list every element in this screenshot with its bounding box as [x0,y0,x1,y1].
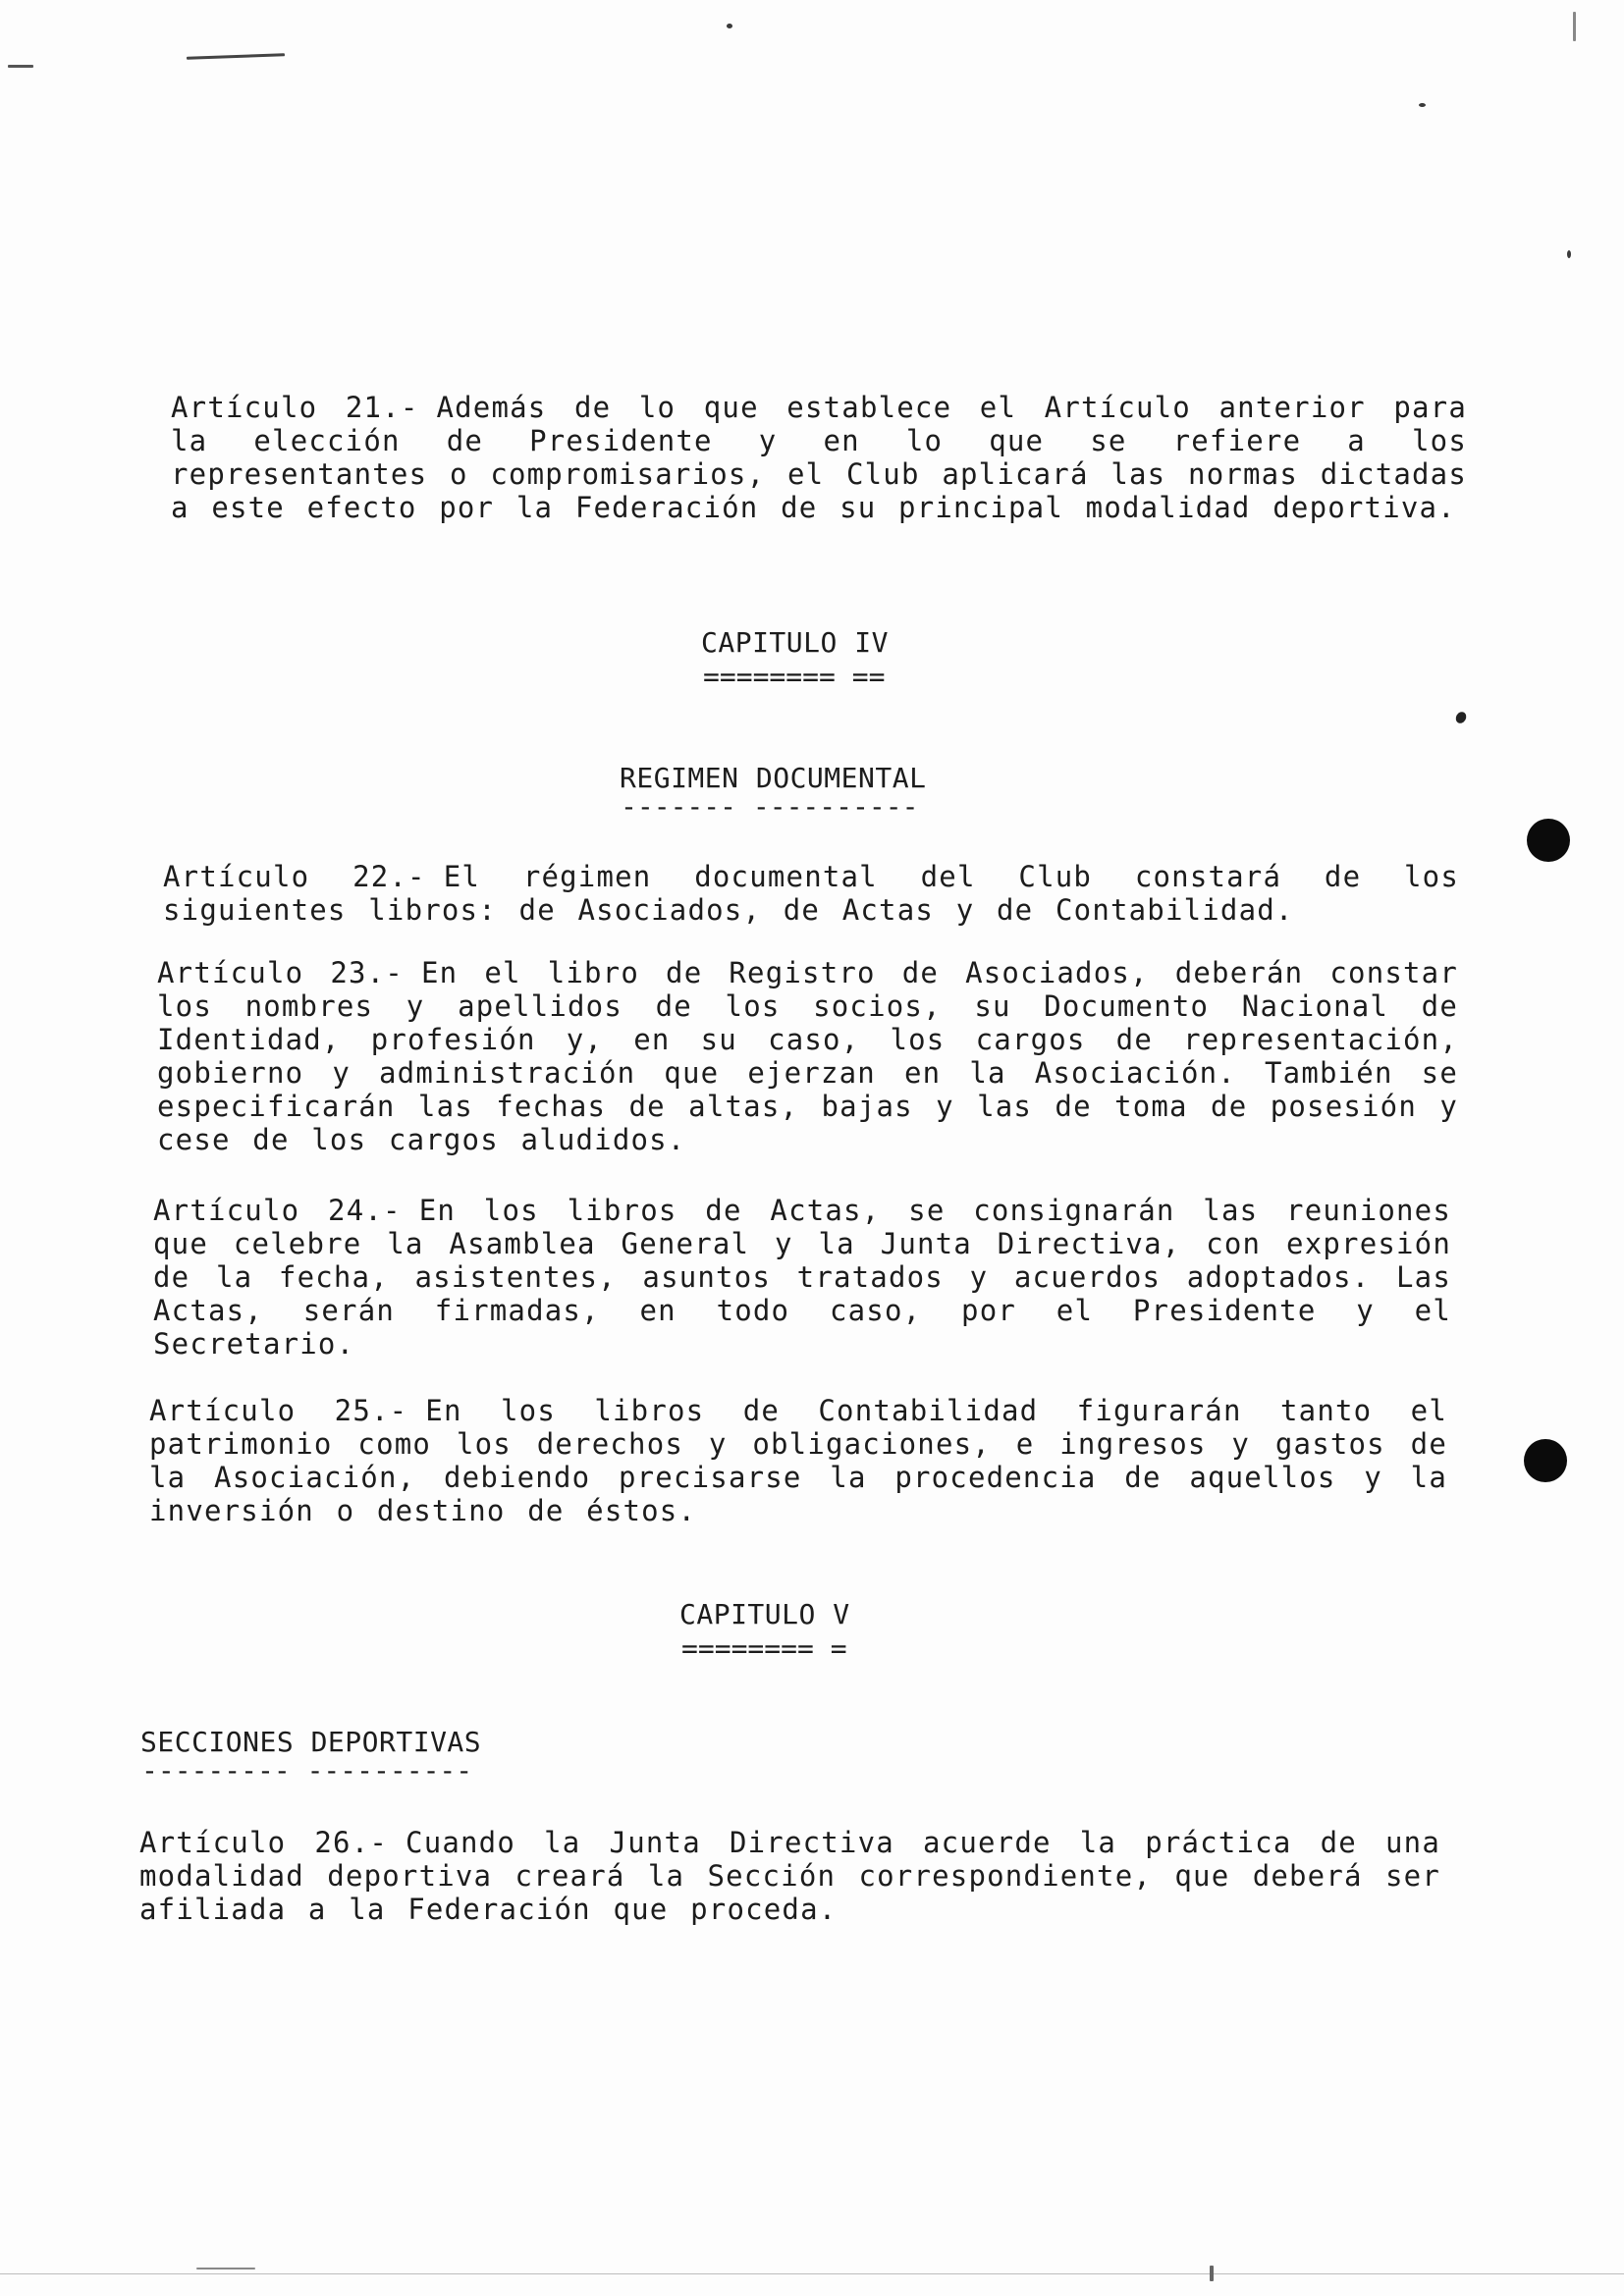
section-secciones-deportivas-underline: --------- ---------- [141,1754,473,1787]
chapter-5-title: CAPITULO V [679,1598,850,1630]
scan-mark [187,53,285,59]
chapter-4-title: CAPITULO IV [701,626,889,659]
chapter-5-underline: ======== = [681,1632,847,1665]
article-23-label: Artículo 23.- [157,956,404,989]
article-25-text: En los libros de Contabilidad figurarán tanto el patrimonio como los derechos y obligaciones, e ingresos y gastos de la Asociación, debiendo precisarse la procedencia de aquellos y la inversión o destino de éstos. [149,1394,1447,1527]
section-regimen-documental-underline: ------- ---------- [621,790,919,823]
scan-mark [1210,2266,1214,2281]
punch-hole-bottom [1524,1439,1567,1482]
scan-mark [8,65,33,68]
scan-mark [1573,12,1576,41]
scan-mark [1567,250,1571,258]
article-21-label: Artículo 21.- [171,391,419,424]
article-23-text: En el libro de Registro de Asociados, deberán constar los nombres y apellidos de los socios, su Documento Nacional de Identidad, profesión y, en su caso, los cargos de representación, gobierno y administración que ejerzan en la Asociación. También se especificarán las fechas de altas, bajas y las de toma de posesión y cese de los cargos aludidos. [157,956,1459,1156]
article-24-text: En los libros de Actas, se consignarán las reuniones que celebre la Asamblea General y la Junta Directiva, con expresión de la fecha, asistentes, asuntos tratados y acuerdos adoptados. Las Actas, serán firmadas, en todo caso, por el Presidente y el Secretario. [153,1194,1451,1361]
article-25-label: Artículo 25.- [149,1394,408,1427]
article-21-text: Además de lo que establece el Artículo anterior para la elección de Presidente y en lo que se refiere a los representantes o compromisarios, el Club aplicará las normas dictadas a este efecto por la Federación de su principal modalidad deportiva. [171,391,1467,524]
section-regimen-documental-title: REGIMEN DOCUMENTAL [620,762,927,794]
chapter-4-underline: ======== == [703,661,886,693]
article-26 [139,1826,1440,1926]
article-23 [157,956,1458,1156]
scan-mark [1419,103,1426,107]
article-25 [149,1394,1447,1527]
article-24-label: Artículo 24.- [153,1194,402,1227]
scan-edge-line [0,2273,1624,2274]
scan-mark [196,2268,255,2269]
article-24 [153,1194,1451,1361]
scan-mark [727,24,732,28]
scan-mark [1454,710,1469,724]
article-22 [163,860,1459,927]
article-22-text: El régimen documental del Club constará de los siguientes libros: de Asociados, de Actas y de Contabilidad. [163,860,1459,927]
section-secciones-deportivas-title: SECCIONES DEPORTIVAS [140,1726,482,1758]
punch-hole-top [1527,819,1570,862]
article-26-label: Artículo 26.- [139,1826,389,1859]
article-21 [171,391,1467,524]
bleed-through-text [187,255,1186,286]
article-22-label: Artículo 22.- [163,860,426,893]
article-26-text: Cuando la Junta Directiva acuerde la práctica de una modalidad deportiva creará la Sección correspondiente, que deberá ser afiliada a la Federación que proceda. [139,1826,1441,1926]
